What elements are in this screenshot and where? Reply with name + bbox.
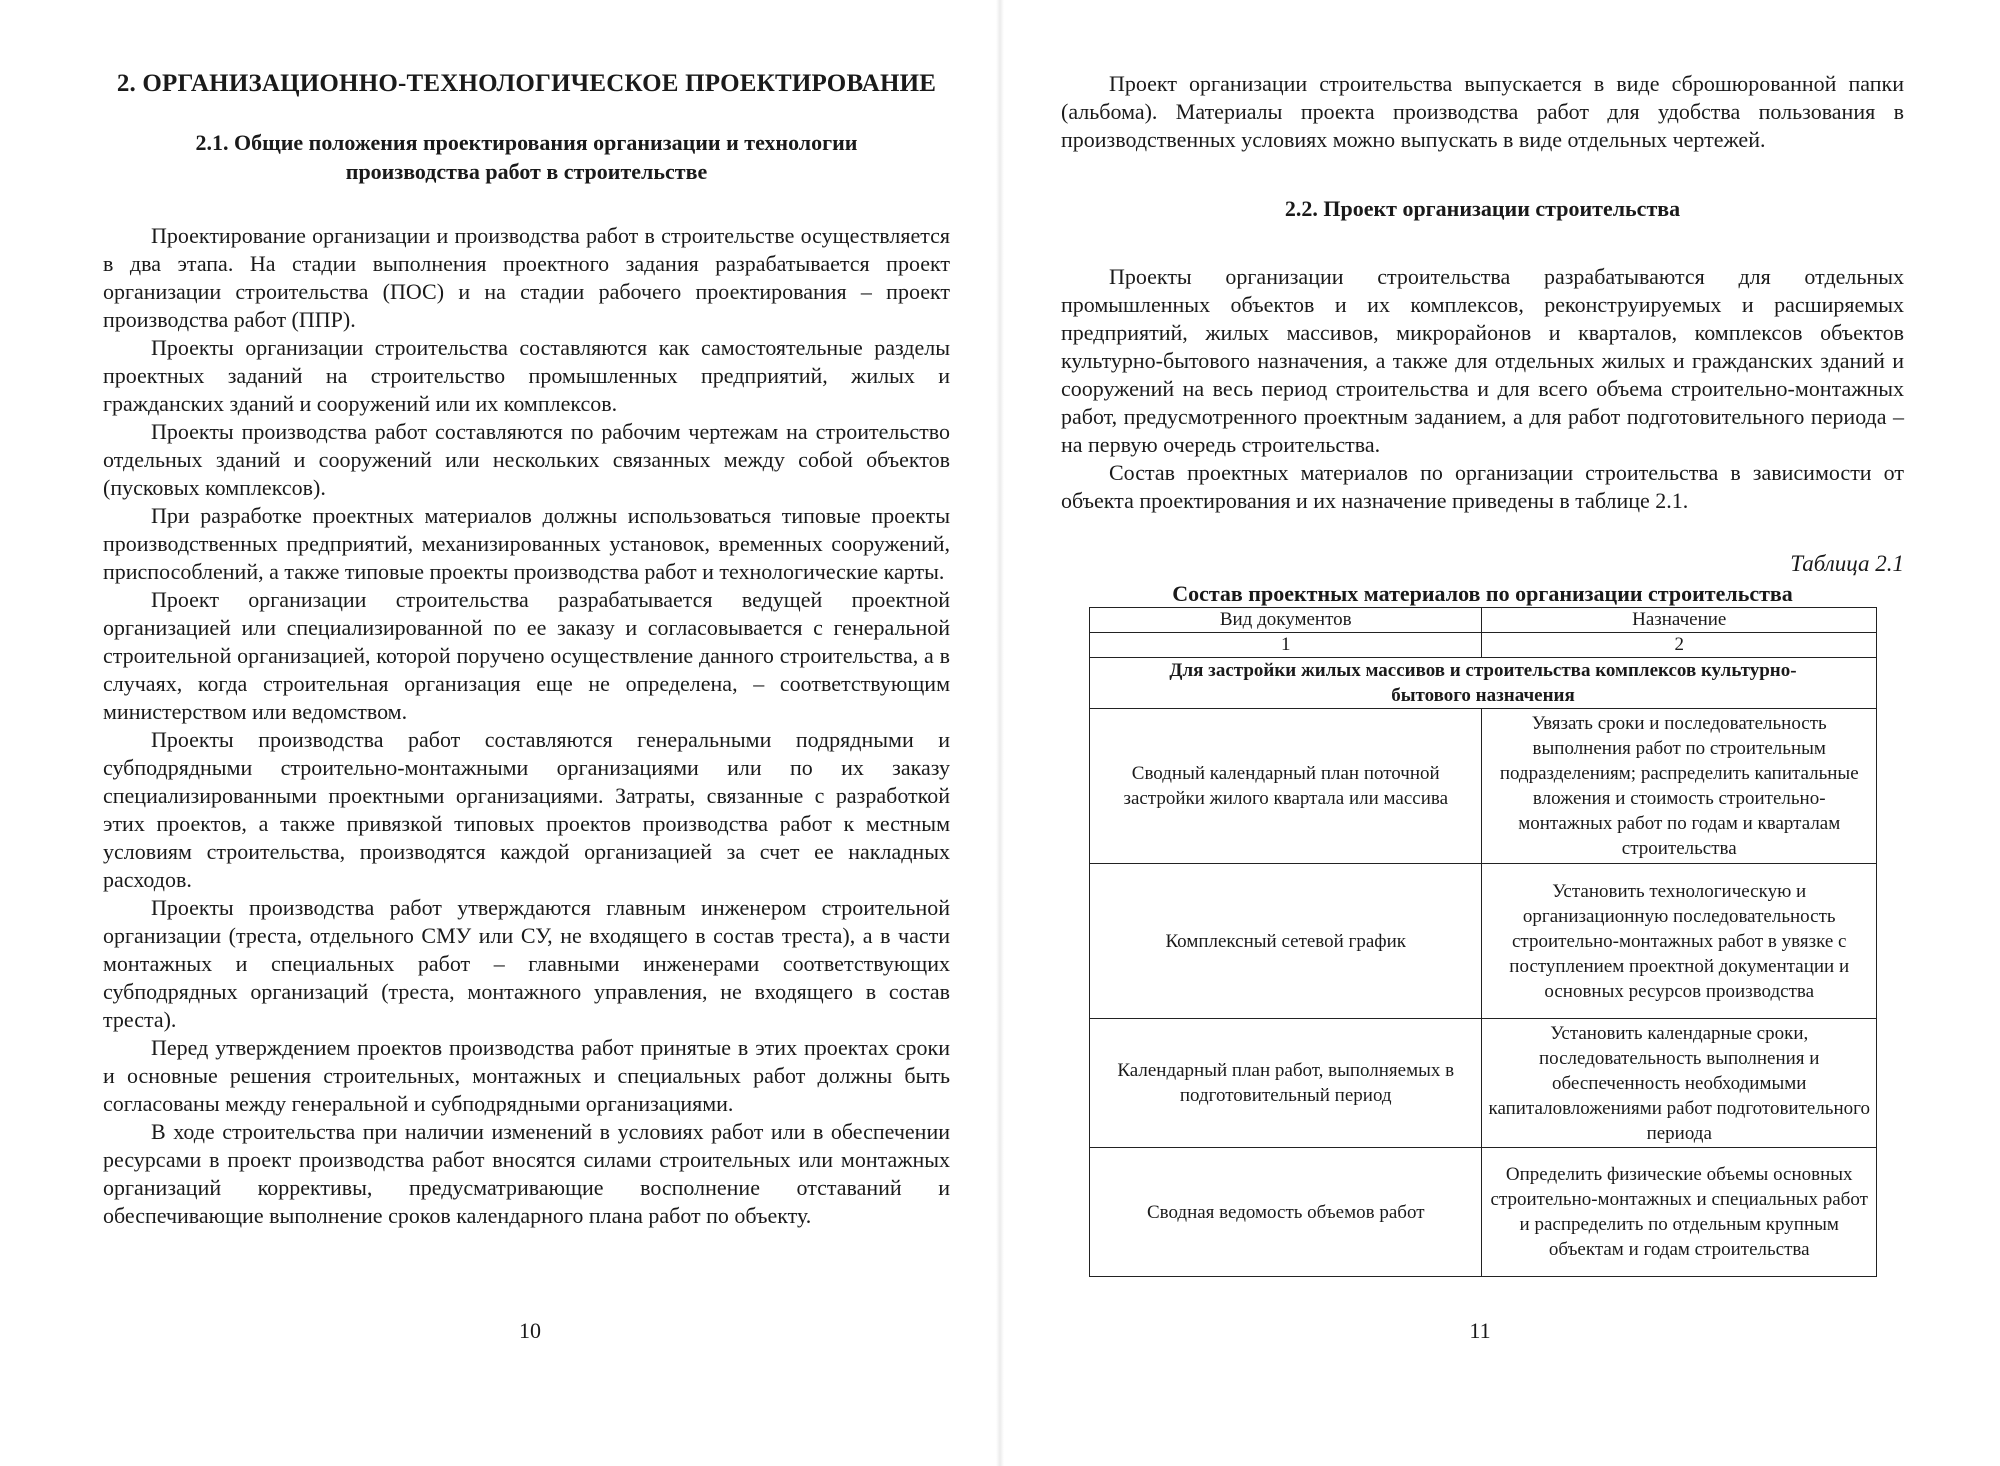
paragraph: Проект организации строительства разрабатывается ведущей проектной организацией или специализированной по ее заказу и согласовывается с генеральной строительной организацией, которой поручено осуществление данного строительства, а в случаях, когда строительная организация еще не определена, – соответствующим министерством или ведомством. (103, 587, 950, 724)
paragraph: Состав проектных материалов по организации строительства в зависимости от объекта проектирования и их назначение приведены в таблице 2.1. (1061, 460, 1904, 513)
paragraph: Проекты производства работ утверждаются главным инженером строительной организации (треста, отдельного СМУ или СУ, не входящего в состав треста), а в части монтажных и специальных работ – главными инженерами соответствующих субподрядных организаций (треста, монтажного управления, не входящего в состав треста). (103, 895, 950, 1032)
table-row (1090, 1148, 1877, 1277)
paragraph: Проекты организации строительства разрабатываются для отдельных промышленных объектов и их комплексов, реконструируемых и расширяемых предприятий, жилых массивов, микрорайонов и кварталов, комплексов объектов культурно-бытового назначения, а также для отдельных жилых и гражданских зданий и сооружений на весь период строительства и для всего объема строительно-монтажных работ, предусмотренного проектным заданием, а для работ подготовительного периода – на первую очередь строительства. (1061, 264, 1904, 457)
table-row (1090, 864, 1877, 1019)
column-number: 2 (1482, 633, 1877, 658)
table-group-row (1090, 658, 1877, 709)
purpose-cell: Установить календарные сроки, последовательность выполнения и обеспеченность необходимыми капиталовложениями работ подготовительного периода (1482, 1019, 1877, 1148)
table-label: Таблица 2.1 (1790, 551, 1904, 576)
paragraph: Проекты производства работ составляются по рабочим чертежам на строительство отдельных зданий и сооружений или нескольких связанных между собой объектов (пусковых комплексов). (103, 419, 950, 500)
intro-paragraph: Проект организации строительства выпускается в виде сброшюрованной папки (альбома). Материалы проекта производства работ для удобства пользования в производственных условиях можно выпускать в виде отдельных чертежей. (1061, 71, 1904, 152)
column-header: Вид документов (1090, 608, 1482, 633)
table-header-row (1090, 608, 1877, 633)
purpose-cell: Определить физические объемы основных строительно-монтажных и специальных работ и распределить по отдельным крупным объектам и годам строительства (1482, 1148, 1877, 1277)
doc-cell: Комплексный сетевой график (1090, 864, 1482, 1019)
column-header: Назначение (1482, 608, 1877, 633)
page-number: 10 (519, 1318, 541, 1343)
table-row (1090, 709, 1877, 864)
purpose-cell: Увязать сроки и последовательность выполнения работ по строительным подразделениям; распределить капитальные вложения и стоимость строительно-монтажных работ по годам и кварталам строительства (1482, 709, 1877, 864)
paragraph: Проекты производства работ составляются генеральными подрядными и субподрядными строительно-монтажными организациями или по их заказу специализированными проектными организациями. Затраты, связанные с разработкой этих проектов, а также привязкой типовых проектов производства работ к местным условиям строительства, производятся каждой организацией за счет ее накладных расходов. (103, 727, 950, 892)
section-title-2-2: 2.2. Проект организации строительства (1284, 196, 1681, 221)
paragraph: Перед утверждением проектов производства работ принятые в этих проектах сроки и основные решения строительных, монтажных и специальных работ должны быть согласованы между генеральной и субподрядными организациями. (103, 1035, 950, 1116)
table-number-row (1090, 633, 1877, 658)
right-page (1000, 0, 2000, 1466)
paragraph: При разработке проектных материалов должны использоваться типовые проекты производственных предприятий, механизированных установок, временных сооружений, приспособлений, а также типовые проекты производства работ и технологические карты. (103, 503, 950, 584)
purpose-cell: Установить технологическую и организационную последовательность строительно-монтажных работ в увязке с поступлением проектной документации и основных ресурсов производства (1482, 864, 1877, 1019)
table-title: Состав проектных материалов по организации строительства (1172, 581, 1793, 606)
doc-cell: Календарный план работ, выполняемых в подготовительный период (1090, 1019, 1482, 1148)
page-number: 11 (1469, 1318, 1491, 1343)
doc-cell: Сводный календарный план поточной застройки жилого квартала или массива (1090, 709, 1482, 864)
table-row (1090, 1019, 1877, 1148)
paragraph: Проектирование организации и производства работ в строительстве осуществляется в два этапа. На стадии выполнения проектного задания разрабатывается проект организации строительства (ПОС) и на стадии рабочего проектирования – проект производства работ (ППР). (103, 223, 950, 332)
section-title-2-1: 2.1. Общие положения проектирования организации и технологии производства работ в строительстве (195, 130, 858, 184)
column-number: 1 (1090, 633, 1482, 658)
paragraph: В ходе строительства при наличии изменений в условиях работ или в обеспечении ресурсами в проект производства работ вносятся силами строительных или монтажных организаций коррективы, предусматривающие восполнение отставаний и обеспечивающие выполнение сроков календарного плана работ по объекту. (103, 1119, 950, 1228)
chapter-title: 2. ОРГАНИЗАЦИОННО-ТЕХНОЛОГИЧЕСКОЕ ПРОЕКТИРОВАНИЕ (116, 70, 937, 97)
group-title: Для застройки жилых массивов и строительства комплексов культурно-бытового назначения (1090, 658, 1877, 709)
doc-cell: Сводная ведомость объемов работ (1090, 1148, 1482, 1277)
documents-table (1089, 607, 1877, 1277)
paragraph: Проекты организации строительства составляются как самостоятельные разделы проектных заданий на строительство промышленных предприятий, жилых и гражданских зданий и сооружений или их комплексов. (103, 335, 950, 416)
